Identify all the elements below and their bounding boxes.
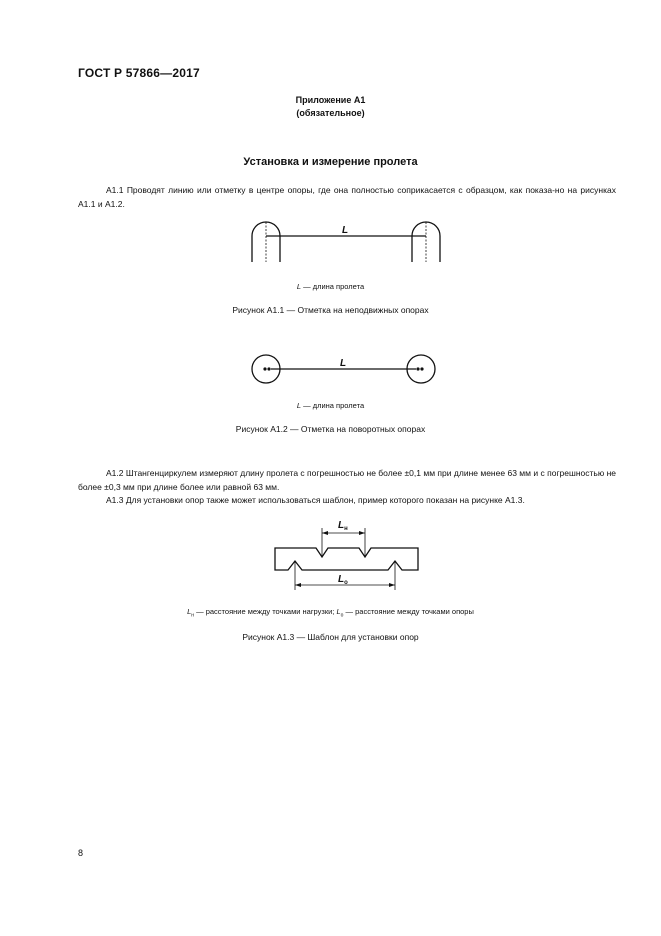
support-distance-label: $L_о$ bbox=[338, 574, 348, 586]
load-distance-label: $L_н$ bbox=[338, 520, 348, 532]
figure-a1-1-caption: Рисунок А1.1 — Отметка на неподвижных опорах bbox=[232, 305, 429, 315]
support-arrow-right bbox=[389, 583, 395, 587]
legend-support-text: — расстояние между точками опоры bbox=[343, 607, 474, 616]
template-outline bbox=[275, 548, 418, 570]
load-arrow-left bbox=[322, 531, 328, 535]
legend-support-sub: о bbox=[340, 612, 344, 619]
span-label: L bbox=[342, 225, 349, 236]
paragraph-a1-3-text: А1.3 Для установки опор также может использоваться шаблон, пример которого показан на рисунке А1.3. bbox=[106, 495, 525, 505]
legend-load-text: — расстояние между точками нагрузки; bbox=[194, 607, 337, 616]
figure-a1-3-legend bbox=[0, 607, 661, 619]
load-arrow-right bbox=[359, 531, 365, 535]
span-label: L bbox=[340, 358, 347, 369]
section-title: Установка и измерение пролета bbox=[243, 156, 418, 168]
annex-status: (обязательное) bbox=[296, 108, 365, 118]
legend-text: — длина пролета bbox=[301, 282, 365, 291]
paragraph-a1-2-text: А1.2 Штангенциркулем измеряют длину пролета с погрешностью не более ±0,1 мм при длине менее 63 мм и с погрешностью не более ±0,3 мм при длине более или равной 63 мм. bbox=[78, 468, 616, 492]
legend-symbol: L bbox=[296, 401, 302, 410]
standard-code: ГОСТ Р 57866—2017 bbox=[78, 66, 200, 80]
figure-a1-2-caption: Рисунок А1.2 — Отметка на поворотных опорах bbox=[235, 424, 426, 434]
figure-a1-3-caption: Рисунок А1.3 — Шаблон для установки опор bbox=[242, 632, 419, 642]
support-arrow-left bbox=[295, 583, 301, 587]
legend-load-symbol: L bbox=[187, 607, 192, 616]
paragraph-a1-1-text: А1.1 Проводят линию или отметку в центре опоры, где она полностью соприкасается с образцом, как показа-но на рисунках А1.1 и А1.2. bbox=[78, 185, 616, 209]
legend-symbol: L bbox=[296, 282, 302, 291]
legend-text: — длина пролета bbox=[301, 401, 365, 410]
page-number: 8 bbox=[78, 848, 84, 858]
annex-title: Приложение А1 bbox=[295, 95, 366, 105]
legend-support-symbol: L bbox=[336, 607, 341, 616]
legend-load-sub: н bbox=[191, 612, 195, 619]
